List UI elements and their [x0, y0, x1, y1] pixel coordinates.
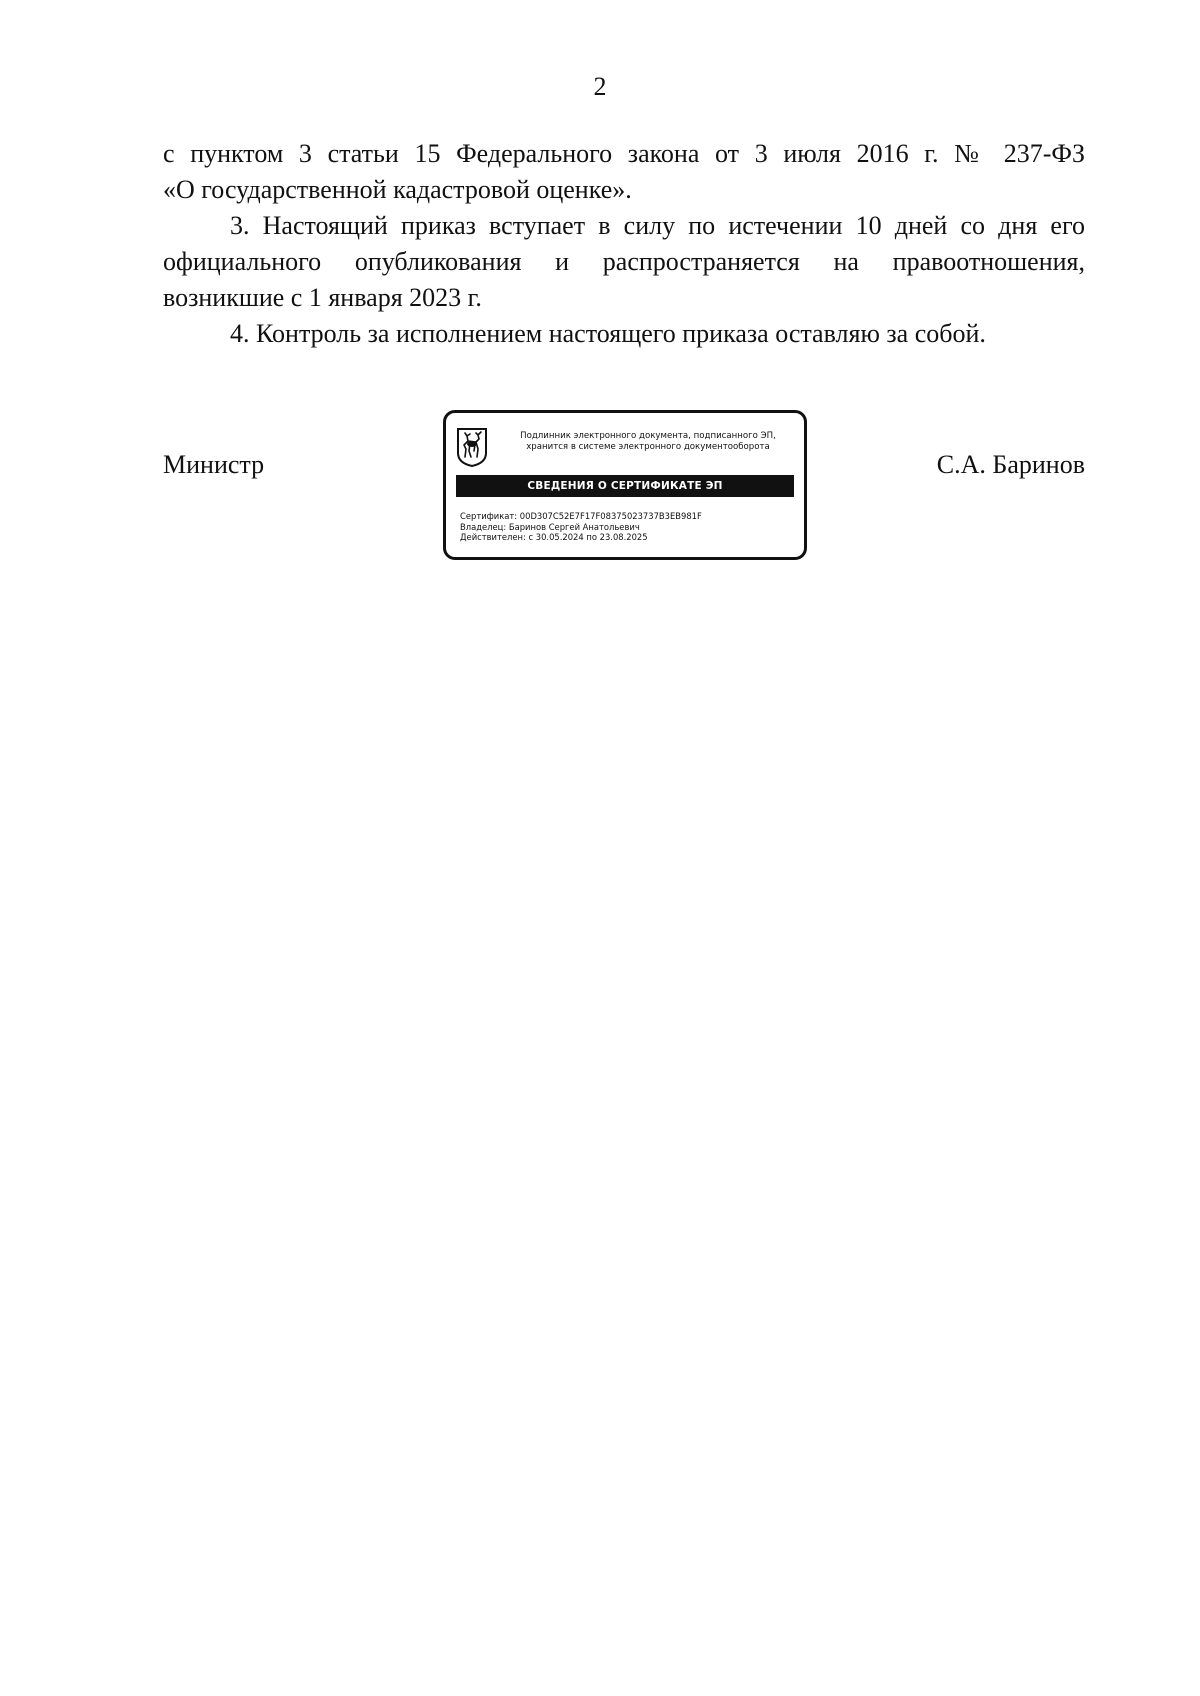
page-number: 2	[593, 72, 607, 101]
certificate-number: Сертификат: 00D307C52E7F17F08375023737B3EB981F	[460, 511, 702, 521]
document-body	[163, 136, 1085, 352]
text-line: 4. Контроль за исполнением настоящего приказа оставляю за собой.	[230, 319, 986, 348]
coat-of-arms-deer-icon	[456, 427, 488, 467]
signatory-name: С.А. Баринов	[936, 450, 1085, 479]
paragraph-3	[163, 208, 1085, 316]
text-line: 3. Настоящий приказ вступает в силу по истечении 10 дней со дня его	[230, 211, 1085, 240]
paragraph-continuation	[163, 136, 1085, 208]
certificate-details	[460, 511, 800, 543]
stamp-header-line: хранится в системе электронного документооборота	[526, 442, 770, 452]
electronic-signature-stamp	[443, 410, 807, 560]
stamp-header	[494, 431, 802, 453]
text-line: с пунктом 3 статьи 15 Федерального закона от 3 июля 2016 г. № 237-ФЗ	[163, 139, 1085, 168]
signatory-position: Министр	[163, 450, 265, 479]
text-line: официального опубликования и распространяется на правоотношения,	[163, 247, 1085, 276]
stamp-header-line: Подлинник электронного документа, подписанного ЭП,	[520, 431, 776, 441]
text-line: возникшие с 1 января 2023 г.	[163, 283, 482, 312]
stamp-title-bar: СВЕДЕНИЯ О СЕРТИФИКАТЕ ЭП	[456, 475, 794, 497]
text-line: «О государственной кадастровой оценке».	[163, 175, 632, 204]
certificate-validity: Действителен: с 30.05.2024 по 23.08.2025	[460, 532, 648, 542]
paragraph-4	[163, 316, 1085, 352]
certificate-owner: Владелец: Баринов Сергей Анатольевич	[460, 521, 640, 532]
